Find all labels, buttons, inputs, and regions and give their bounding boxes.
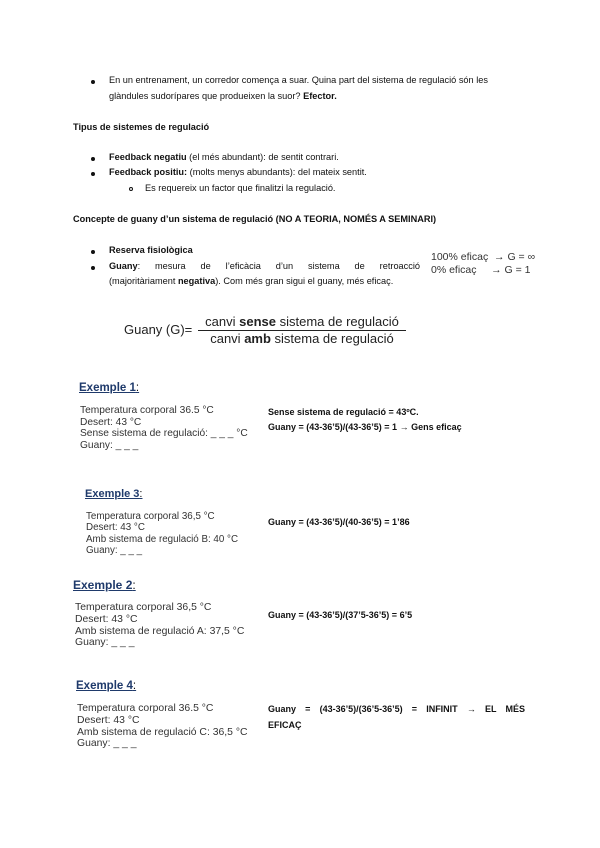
example-4-line: Amb sistema de regulació C: 36,5 °C	[77, 726, 248, 738]
example-3-line: Temperatura corporal 36,5 °C	[86, 511, 215, 522]
example-1-title: Exemple 1:	[79, 382, 140, 394]
example-4-line: Temperatura corporal 36.5 °C	[77, 703, 214, 714]
example-1-result-2: Guany = (43-36’5)/(43-36’5) = 1 → Gens eficaç	[268, 422, 462, 432]
example-2-box	[75, 602, 260, 649]
example-1-line: Desert: 43 °C	[80, 416, 142, 428]
example-3-title-text: Exemple 3	[85, 488, 140, 500]
example-4-line: Desert: 43 °C	[77, 714, 140, 726]
example-4-line: Guany: _ _ _	[77, 738, 137, 750]
example-2-line: Amb sistema de regulació A: 37,5 °C	[75, 625, 245, 637]
example-2-line: Guany: _ _ _	[75, 637, 135, 649]
heading-guany: Concepte de guany d’un sistema de regulació (NO A TEORIA, NOMÉS A SEMINARI)	[73, 214, 437, 224]
example-3-line: Desert: 43 °C	[86, 522, 145, 534]
den-b: amb	[244, 331, 271, 346]
example-1-line: Sense sistema de regulació: _ _ _ °C	[80, 428, 248, 440]
example-1-box	[80, 405, 260, 451]
tipus-item-1-bold: Feedback negatiu	[109, 152, 187, 162]
example-2-result: Guany = (43-36’5)/(37’5-36’5) = 6’5	[268, 610, 413, 620]
den-a: canvi	[210, 331, 245, 346]
formula-numerator	[198, 314, 406, 330]
guany-term: Guany	[109, 261, 138, 271]
example-3-box	[86, 511, 261, 557]
formula-denominator	[198, 331, 406, 347]
example-3-line: Guany: _ _ _	[86, 545, 143, 557]
example-3-title: Exemple 3:	[85, 488, 143, 500]
example-2-line: Temperatura corporal 36,5 °C	[75, 602, 212, 613]
guany-item-1: Reserva fisiològica	[109, 245, 193, 255]
efficacy-line-2: 0% eficaç → G = 1	[431, 264, 531, 276]
efficacy-line-1: 100% eficaç → G = ∞	[431, 251, 536, 263]
example-4-title-text: Exemple 4	[76, 680, 133, 692]
efficacy-box	[431, 251, 551, 277]
example-2-title-text: Exemple 2	[73, 578, 133, 592]
example-1-line: Guany: _ _ _	[80, 439, 139, 451]
den-c: sistema de regulació	[270, 331, 394, 346]
sub-bullet-circle	[129, 187, 133, 191]
example-3-result: Guany = (43-36’5)/(40-36’5) = 1’86	[268, 517, 410, 527]
guany-item-2-line-1	[109, 259, 420, 274]
num-c: sistema de regulació	[276, 314, 399, 329]
intro-question: glàndules sudorípares que produeixen la suor?	[109, 91, 304, 101]
num-b: sense	[239, 314, 276, 329]
example-1-title-text: Exemple 1	[79, 382, 136, 394]
example-4-result-2: EFICAÇ	[268, 720, 302, 730]
bullet-dot	[91, 266, 95, 270]
tipus-sub-item: Es requereix un factor que finalitzi la regulació.	[145, 183, 336, 193]
example-1-result-1: Sense sistema de regulació = 43ºC.	[268, 407, 419, 417]
intro-line-2	[109, 89, 337, 104]
guany-def-a: (majoritàriament	[109, 276, 178, 286]
tipus-item-2-text: (molts menys abundants): del mateix sentit.	[187, 167, 367, 177]
example-2-line: Desert: 43 °C	[75, 613, 138, 625]
bullet-dot	[91, 172, 95, 176]
num-a: canvi	[205, 314, 240, 329]
example-3-line: Amb sistema de regulació B: 40 °C	[86, 533, 239, 545]
heading-tipus: Tipus de sistemes de regulació	[73, 122, 210, 132]
guany-def-c: ). Com més gran sigui el guany, més eficaç.	[215, 276, 394, 286]
tipus-item-1-text: (el més abundant): de sentit contrari.	[186, 152, 339, 162]
guany-def-b: negativa	[177, 276, 216, 286]
guany-item-2-line-2	[109, 274, 393, 289]
intro-line-1: En un entrenament, un corredor comença a suar. Quina part del sistema de regulació són les	[109, 75, 488, 85]
formula-lhs: Guany (G)=	[124, 322, 193, 337]
example-4-title: Exemple 4:	[76, 680, 137, 692]
tipus-item-1	[109, 150, 339, 165]
example-4-result-1: Guany = (43-36’5)/(36’5-36’5) = INFINIT → EL MÉS	[268, 704, 525, 714]
tipus-item-2-bold: Feedback positiu:	[109, 167, 188, 177]
example-2-title: Exemple 2:	[73, 578, 136, 592]
formula-fraction	[198, 314, 406, 347]
tipus-item-2	[109, 165, 367, 180]
example-1-line: Temperatura corporal 36.5 °C	[80, 405, 214, 416]
bullet-dot	[91, 157, 95, 161]
bullet-dot	[91, 80, 95, 84]
bullet-dot	[91, 250, 95, 254]
intro-answer: Efector.	[303, 91, 337, 101]
example-4-box	[77, 703, 262, 750]
guany-definition: : mesura de l’eficàcia d’un sistema de retroacció	[137, 261, 420, 271]
